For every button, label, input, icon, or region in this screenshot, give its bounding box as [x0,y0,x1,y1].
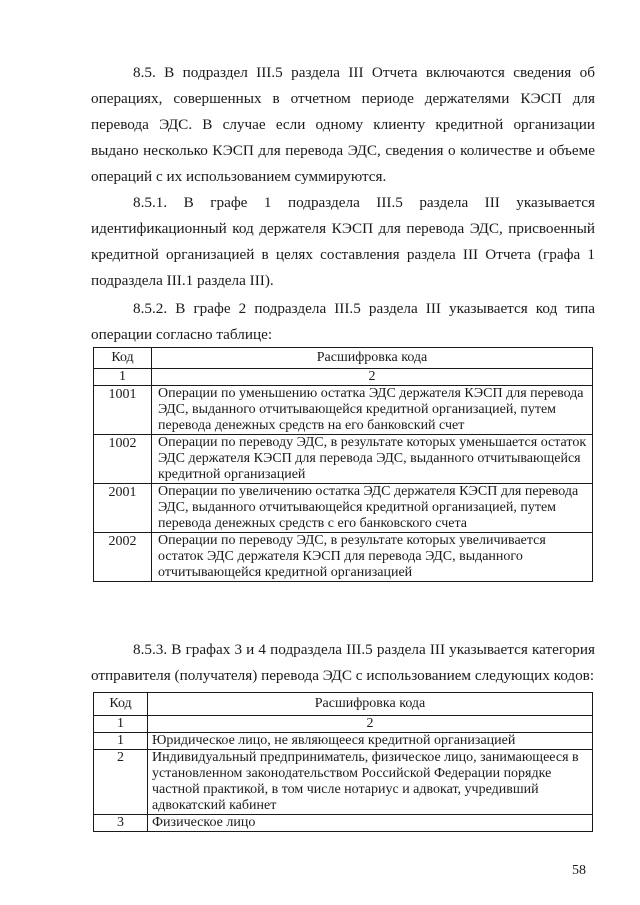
paragraph-8-5-1: 8.5.1. В графе 1 подраздела III.5 раздела III указывается идентификационный код держателя КЭСП для перевода ЭДС, присвоенный кредитной организацией в целях составления раздела III Отчета (графа 1 подраздела III.1 раздела III). [91,194,595,289]
header-description: Расшифровка кода [148,693,593,716]
table-row [94,386,593,435]
column-number: 2 [152,369,593,386]
sender-category-codes-table [93,692,593,832]
row-description: Операции по переводу ЭДС, в результате которых увеличивается остаток ЭДС держателя КЭСП для перевода ЭДС, выданного отчитывающейся кредитной организацией [152,533,593,582]
row-code: 2 [94,750,148,815]
paragraph-8-5-2: 8.5.2. В графе 2 подраздела III.5 раздела III указывается код типа операции согласно таблице: [91,300,595,343]
row-code: 2002 [94,533,152,582]
row-code: 1 [94,733,148,750]
table-header-row [94,693,593,716]
row-description: Индивидуальный предприниматель, физическое лицо, занимающееся в установленном законодательством Российской Федерации порядке частной практикой, в том числе нотариус и адвокат, учредивший адвокатский кабинет [148,750,593,815]
paragraph-8-5: 8.5. В подраздел III.5 раздела III Отчета включаются сведения об операциях, совершенных в отчетном периоде держателями КЭСП для перевода ЭДС. В случае если одному клиенту кредитной организации выдано несколько КЭСП для перевода ЭДС, сведения о количестве и объеме операций с их использованием суммируются. [91,64,595,185]
paragraph-8-5-3: 8.5.3. В графах 3 и 4 подраздела III.5 раздела III указывается категория отправителя (получателя) перевода ЭДС с использованием следующих кодов: [91,641,595,684]
header-description: Расшифровка кода [152,348,593,369]
table-row [94,435,593,484]
row-description: Операции по переводу ЭДС, в результате которых уменьшается остаток ЭДС держателя КЭСП для перевода ЭДС, выданного отчитывающейся кредитной организацией [152,435,593,484]
row-code: 2001 [94,484,152,533]
row-description: Операции по увеличению остатка ЭДС держателя КЭСП для перевода ЭДС, выданного отчитывающейся кредитной организацией, путем перевода денежных средств с его банковского счета [152,484,593,533]
table-row [94,533,593,582]
column-number: 2 [148,716,593,733]
table-row [94,484,593,533]
row-description: Юридическое лицо, не являющееся кредитной организацией [148,733,593,750]
column-number-row [94,716,593,733]
column-number: 1 [94,716,148,733]
header-code: Код [94,348,152,369]
row-code: 3 [94,815,148,832]
row-code: 1002 [94,435,152,484]
column-number: 1 [94,369,152,386]
column-number-row [94,369,593,386]
row-description: Физическое лицо [148,815,593,832]
header-code: Код [94,693,148,716]
table-row [94,733,593,750]
table-row [94,750,593,815]
row-description: Операции по уменьшению остатка ЭДС держателя КЭСП для перевода ЭДС, выданного отчитывающейся кредитной организацией, путем перевода денежных средств на его банковский счет [152,386,593,435]
table-header-row [94,348,593,369]
table-row [94,815,593,832]
operation-type-codes-table [93,347,593,582]
row-code: 1001 [94,386,152,435]
page-number: 58 [572,863,586,878]
